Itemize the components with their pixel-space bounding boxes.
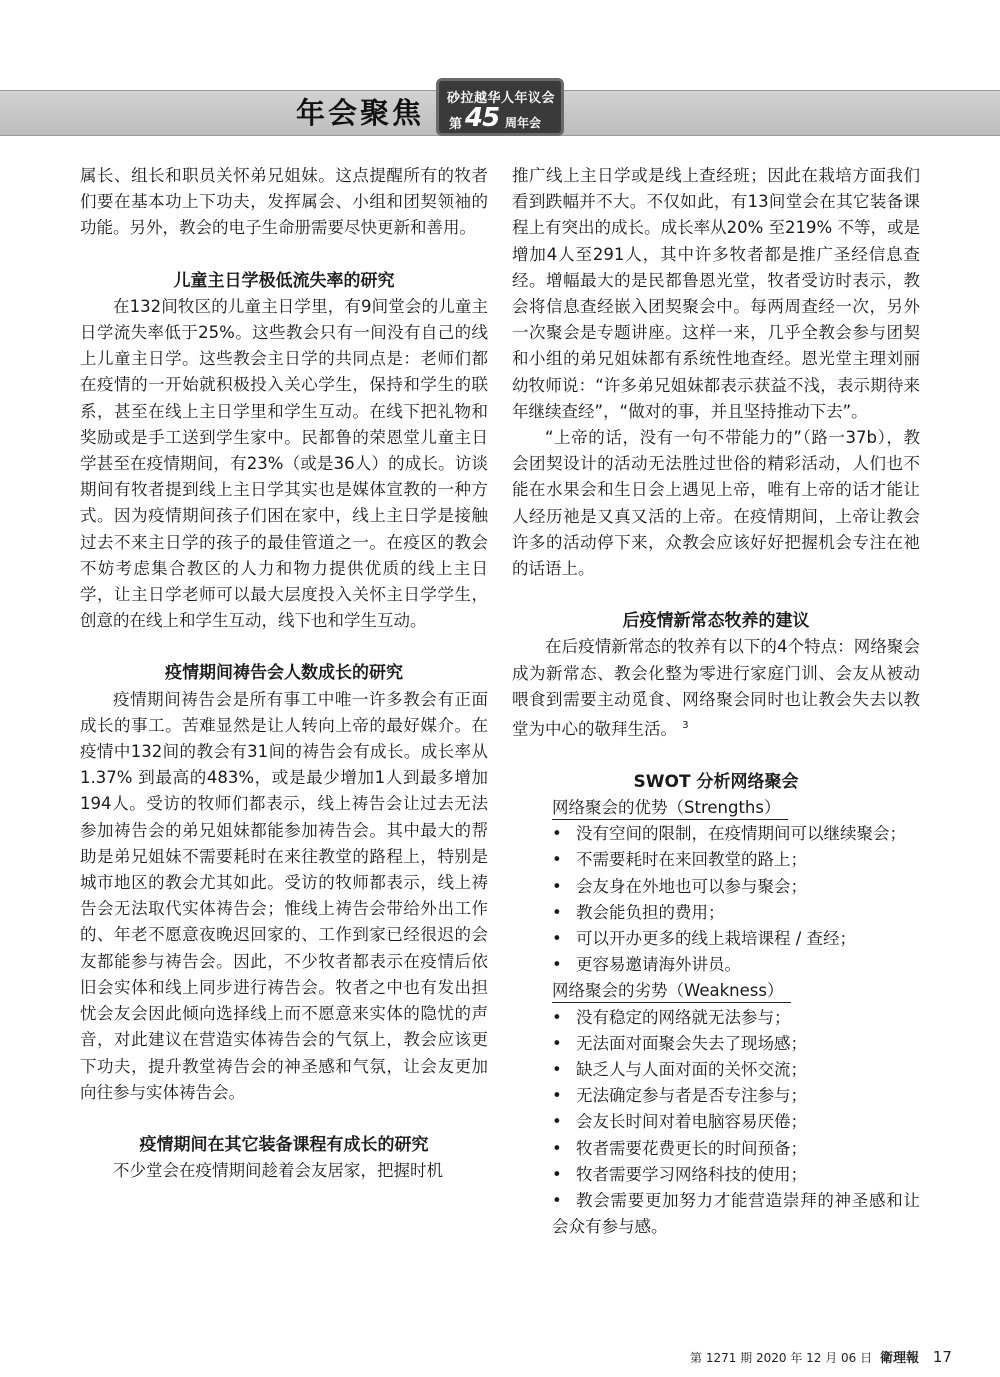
badge-prefix: 第 <box>449 117 463 132</box>
list-item: • 无法面对面聚会失去了现场感； <box>512 1031 920 1057</box>
intro-paragraph: 属长、组长和职员关怀弟兄姐妹。这点提醒所有的牧者们要在基本功上下功夫，发挥属会、小组和团契领袖的功能。另外，教会的电子生命册需要尽快更新和善用。 <box>80 166 488 238</box>
heading-children-sunday-school: 儿童主日学极低流失率的研究 <box>173 270 395 291</box>
heading-courses: 疫情期间在其它装备课程有成长的研究 <box>139 1134 429 1155</box>
page-number: 17 <box>932 1348 952 1366</box>
footnote-ref: 3 <box>682 720 689 732</box>
list-item: • 没有空间的限制，在疫情期间可以继续聚会； <box>512 821 920 847</box>
badge-suffix: 周年会 <box>505 116 542 130</box>
badge-top-text: 砂拉越华人年议会 <box>447 91 556 106</box>
courses-continued-paragraph: 推广线上主日学或是线上查经班；因此在栽培方面我们看到跌幅并不大。不仅如此，有13间堂会在其它装备课程上有突出的成长。成长率从20% 至219% 不等，或是增加4人至291人，其中许多牧者都是推广圣经信息查经。增幅最大的是民都鲁恩光堂，牧者受访时表示，教会将信息查经嵌入团契聚会中。每两周查经一次，另外一次聚会是专题讲座。这样一来，几乎全教会参与团契和小组的弟兄姐妹都有系统性地查经。恩光堂主理刘丽幼牧师说：“许多弟兄姐妹都表示获益不浅，表示期待来年继续查经”，“做对的事，并且坚持推动下去”。 <box>512 166 920 421</box>
weakness-last-text: 教会需要更加努力才能营造崇拜的神圣感和让会众有参与感。 <box>552 1191 920 1237</box>
list-item: • 缺乏人与人面对面的关怀交流； <box>512 1057 920 1083</box>
publication-logo: 衛理報 <box>879 1351 919 1366</box>
courses-paragraph: 不少堂会在疫情期间趁着会友居家，把握时机 <box>113 1161 443 1181</box>
weakness-list <box>512 1005 920 1188</box>
prayer-paragraph: 疫情期间祷告会是所有事工中唯一许多教会有正面成长的事工。苦难显然是让人转向上帝的最好媒介。在疫情中132间的教会有31间的祷告会有成长。成长率从1.37% 到最高的483%，或是最少增加1人到最多增加194人。受访的牧师们都表示，线上祷告会让过去无法参加祷告会的弟兄姐妹都能参加祷告会。其中最大的帮助是弟兄姐妹不需要耗时在来往教堂的路程上，特别是城市地区的教会尤其如此。受访的牧师都表示，线上祷告会无法取代实体祷告会；惟线上祷告会带给外出工作的、年老不愿意夜晚迟回家的、工作到家已经很迟的会友都能参与祷告会。因此，不少牧者都表示在疫情后依旧会实体和线上同步进行祷告会。牧者之中也有发出担忧会友会因此倾向选择线上而不愿意来实体的隐忧的声音，对此建议在营造实体祷告会的气氛上，教会应该更下功夫，提升教堂祷告会的神圣感和气氛，让会友更加向往参与实体祷告会。 <box>80 689 488 1102</box>
left-column <box>80 163 488 1184</box>
badge-number: 45 <box>465 103 500 133</box>
list-item: • 可以开办更多的线上栽培课程 / 查经； <box>512 926 920 952</box>
weakness-label: 网络聚会的劣势（Weakness） <box>552 979 791 1003</box>
strengths-label: 网络聚会的优势（Strengths） <box>552 796 788 820</box>
issue-info: 第 1271 期 2020 年 12 月 06 日 <box>690 1351 873 1365</box>
heading-swot: SWOT 分析网络聚会 <box>633 771 799 792</box>
strengths-list <box>512 821 920 978</box>
list-item: • 牧者需要花费更长的时间预备； <box>512 1136 920 1162</box>
heading-post-pandemic: 后疫情新常态牧养的建议 <box>622 611 810 632</box>
list-item: • 不需要耗时在来回教堂的路上； <box>512 847 920 873</box>
section-title: 年会聚焦 <box>296 96 425 130</box>
list-item: • 牧者需要学习网络科技的使用； <box>512 1162 920 1188</box>
weakness-last-item <box>512 1188 920 1240</box>
post-pandemic-text: 在后疫情新常态的牧养有以下的4个特点：网络聚会成为新常态、教会化整为零进行家庭门训、会友从被动喂食到需要主动觅食、网络聚会同时也让教会失去以教堂为中心的敬拜生活。 <box>512 637 920 739</box>
word-of-god-paragraph: “上帝的话，没有一句不带能力的”（路一37b），教会团契设计的活动无法胜过世俗的精彩活动，人们也不能在水果会和生日会上遇见上帝，唯有上帝的话才能让人经历祂是又真又活的上帝。在疫情期间，上帝让教会许多的活动停下来，众教会应该好好把握机会专注在祂的话语上。 <box>512 428 920 579</box>
list-item: • 教会能负担的费用； <box>512 900 920 926</box>
list-item: • 没有稳定的网络就无法参与； <box>512 1005 920 1031</box>
heading-prayer-meeting: 疫情期间祷告会人数成长的研究 <box>165 663 403 684</box>
page-footer <box>690 1347 952 1366</box>
anniversary-badge <box>436 78 564 136</box>
list-item: • 无法确定参与者是否专注参与； <box>512 1083 920 1109</box>
right-column <box>512 163 920 1240</box>
list-item: • 会友身在外地也可以参与聚会； <box>512 874 920 900</box>
post-pandemic-paragraph <box>512 634 920 742</box>
children-paragraph: 在132间牧区的儿童主日学里，有9间堂会的儿童主日学流失率低于25%。这些教会只有一间没有自己的线上儿童主日学。这些教会主日学的共同点是：老师们都在疫情的一开始就积极投入关心学生，保持和学生的联系，甚至在线上主日学里和学生互动。在线下把礼物和奖励或是手工送到学生家中。民都鲁的荣恩堂儿童主日学甚至在疫情期间，有23%（或是36人）的成长。访谈期间有牧者提到线上主日学其实也是媒体宣教的一种方式。因为疫情期间孩子们困在家中，线上主日学是接触过去不来主日学的孩子的最佳管道之一。在疫区的教会不妨考虑集合教区的人力和物力提供优质的线上主日学，让主日学老师可以最大层度投入关怀主日学学生，创意的在线上和学生互动，线下也和学生互动。 <box>80 296 488 631</box>
list-item: • 更容易邀请海外讲员。 <box>512 952 920 978</box>
list-item: • 会友长时间对着电脑容易厌倦； <box>512 1109 920 1135</box>
